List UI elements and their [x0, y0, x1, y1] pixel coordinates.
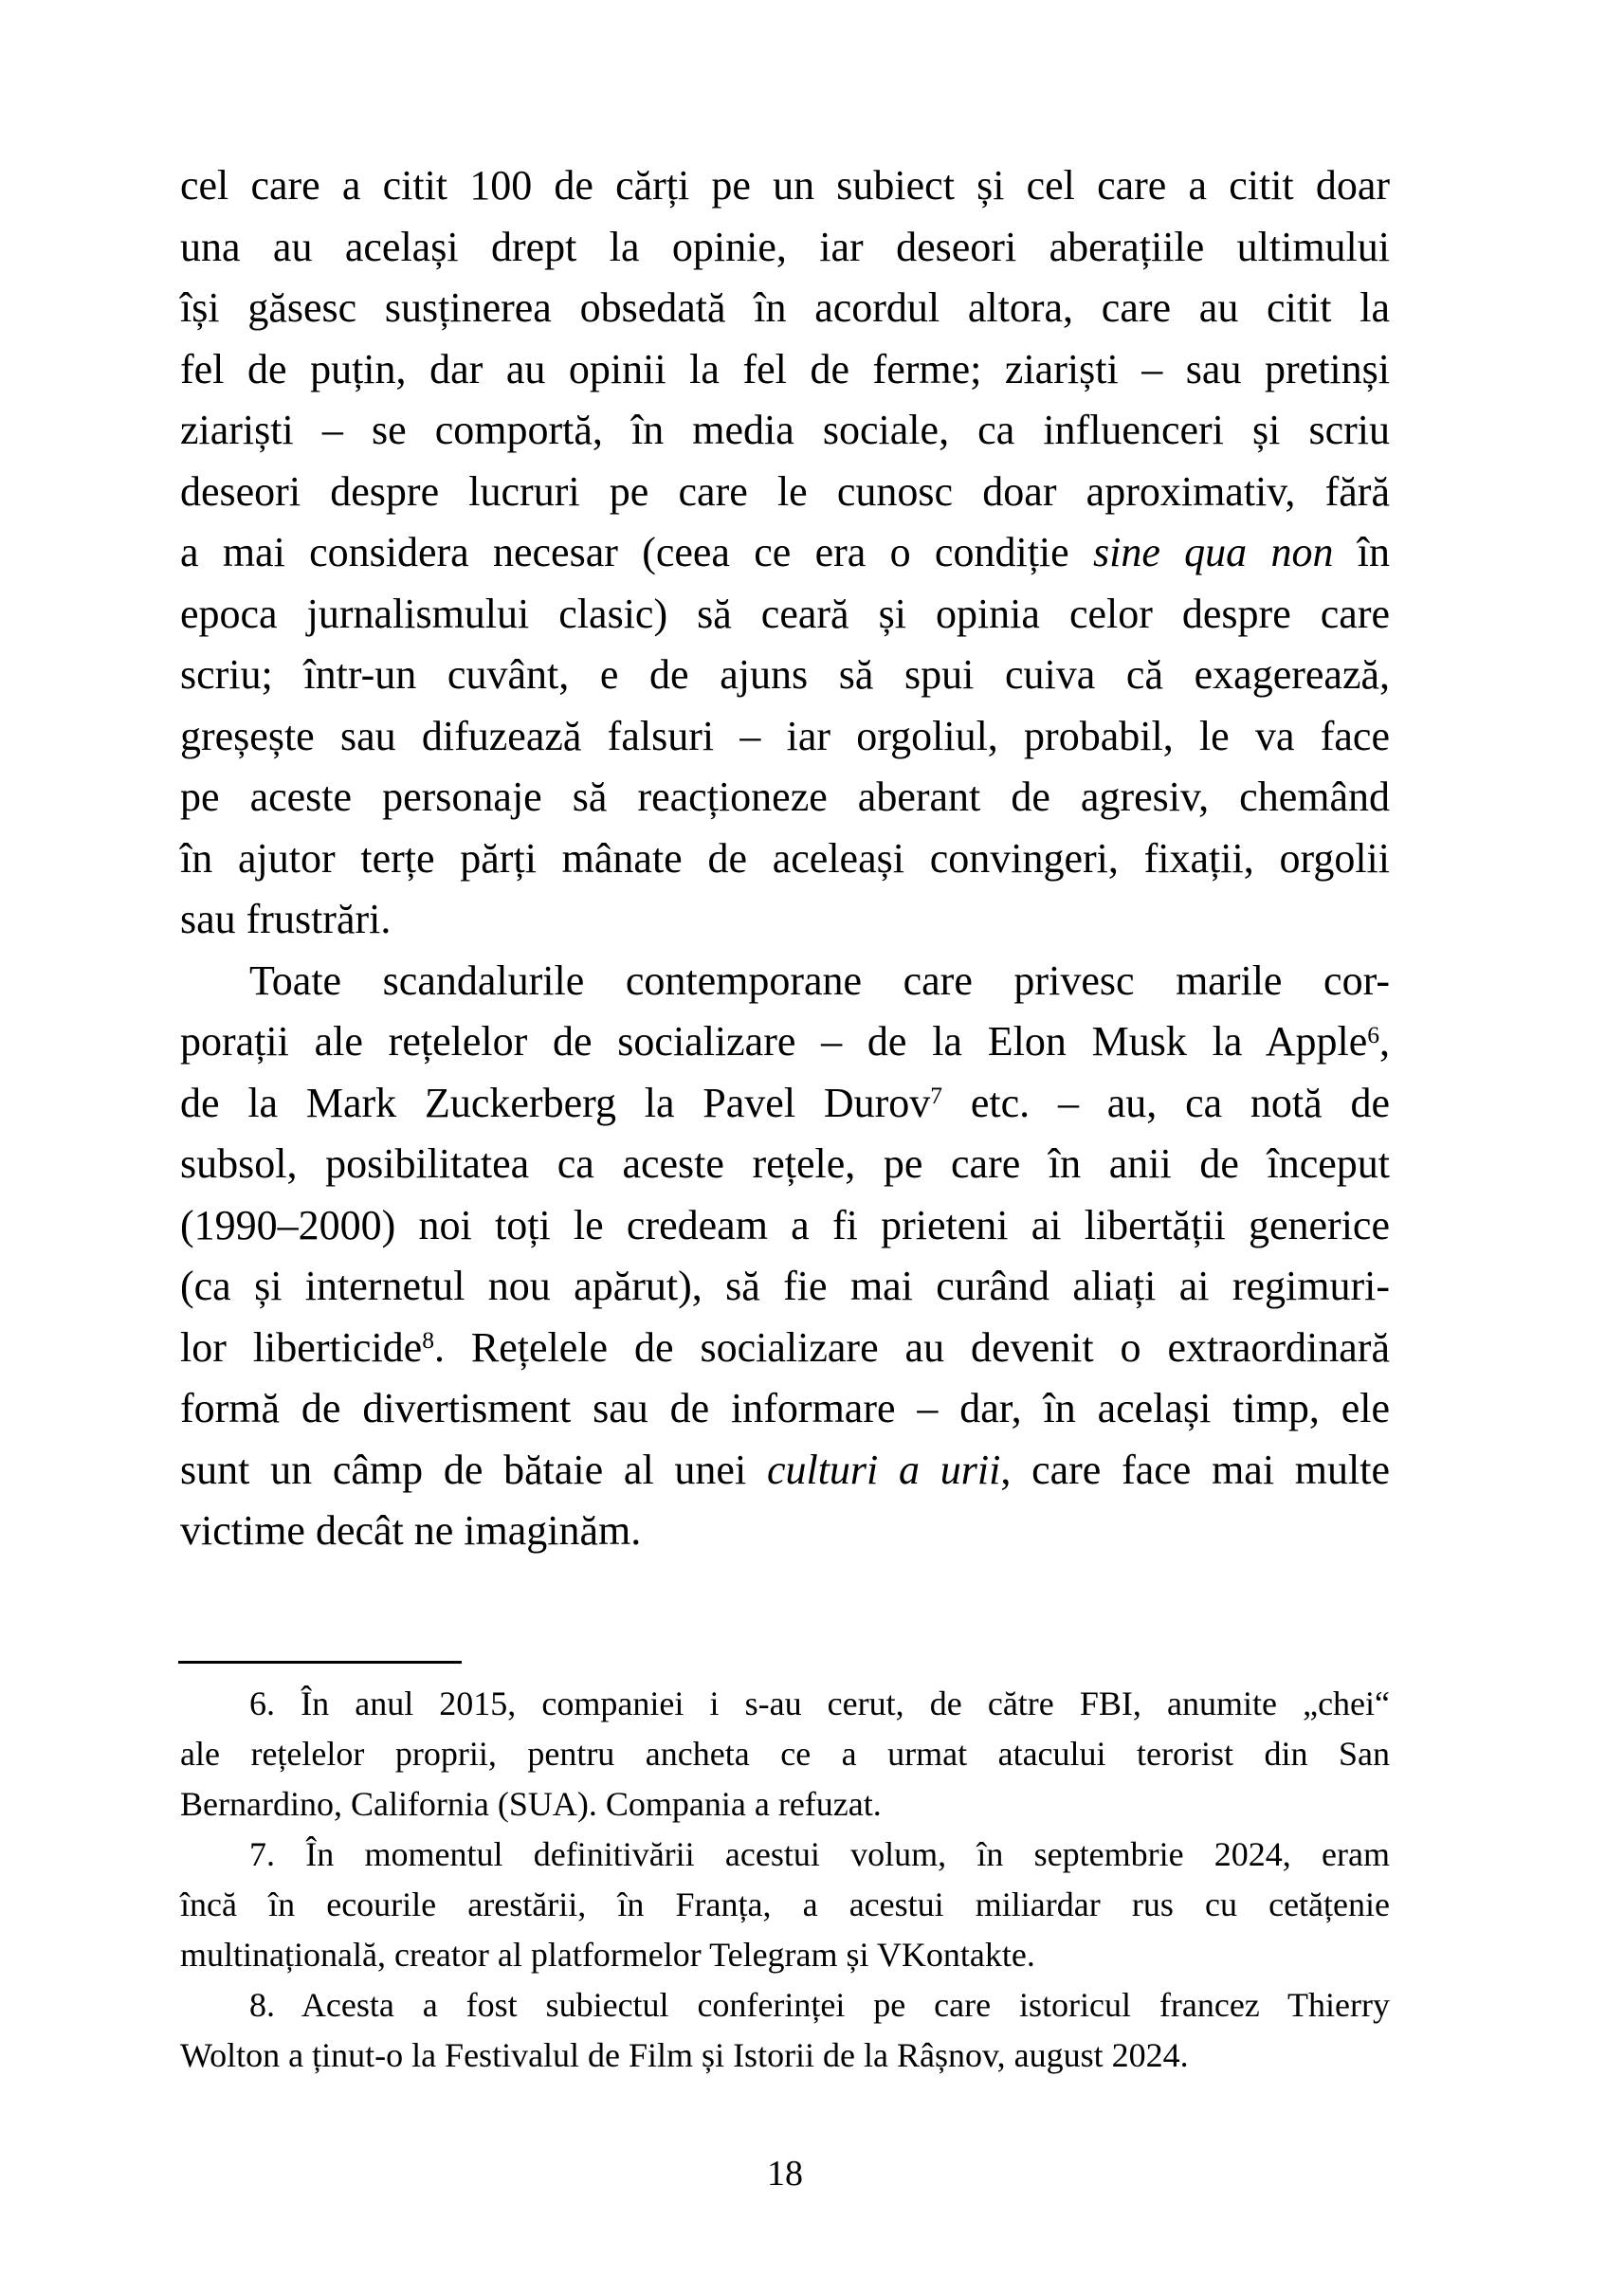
text-run: . Rețelele de socializare au devenit o extraordinară — [433, 1323, 1390, 1371]
text-line — [180, 829, 1390, 890]
text-line — [180, 584, 1390, 646]
text-line — [180, 1195, 1390, 1257]
text-run: ale rețelelor proprii, pentru ancheta ce a urmat atacului terorist din San — [180, 1735, 1390, 1773]
text-run: , — [1379, 1018, 1390, 1065]
text-run: Bernardino, California (SUA). Compania a refuzat. — [180, 1785, 882, 1823]
text-run: multinațională, creator al platformelor Telegram și VKontakte. — [180, 1936, 1035, 1974]
text-line — [180, 889, 1390, 951]
text-line — [180, 1318, 1390, 1379]
footnote-7 — [180, 1830, 1390, 1980]
text-run: porații ale rețelelor de socializare – de la Elon Musk la Apple — [180, 1018, 1368, 1065]
footnote-separator — [178, 1661, 462, 1664]
text-run: cel care a citit 100 de cărți pe un subiect și cel care a citit doar — [180, 162, 1390, 209]
text-run: lor liberticide — [180, 1323, 423, 1371]
text-run: Wolton a ținut-o la Festivalul de Film și Istorii de la Râșnov, august 2024. — [180, 2036, 1189, 2074]
paragraph-1 — [180, 155, 1390, 951]
text-line — [180, 217, 1390, 279]
text-run: 7. În momentul definitivării acestui volum, în septembrie 2024, eram — [249, 1835, 1390, 1873]
text-run: victime decât ne imaginăm. — [180, 1507, 642, 1554]
text-line — [180, 155, 1390, 217]
italic-text: sine qua non — [1092, 529, 1334, 575]
footnotes-section — [180, 1679, 1390, 2081]
text-run: 6. În anul 2015, companiei i s-au cerut, de către FBI, anumite „chei“ — [249, 1685, 1390, 1722]
text-line — [180, 522, 1390, 584]
text-line — [180, 706, 1390, 768]
text-run: (1990–2000) noi toți le credeam a fi prieteni ai libertății generice — [180, 1201, 1390, 1248]
paragraph-2 — [180, 951, 1390, 1562]
text-line — [180, 1830, 1390, 1880]
text-run: Toate scandalurile contemporane care privesc marile cor- — [249, 956, 1390, 1004]
text-run: fel de puțin, dar au opinii la fel de ferme; ziariști – sau pretinși — [180, 345, 1390, 392]
text-line — [180, 1073, 1390, 1135]
text-line — [180, 400, 1390, 462]
text-run: , care face mai multe — [1000, 1446, 1390, 1493]
footnote-6 — [180, 1679, 1390, 1830]
text-line — [180, 1779, 1390, 1830]
text-run: în ajutor terțe părți mânate de aceleași convingeri, fixații, orgolii — [180, 834, 1390, 882]
text-line — [180, 1134, 1390, 1195]
text-line — [180, 1440, 1390, 1502]
text-run: a mai considera necesar (ceea ce era o condiție — [180, 529, 1093, 575]
text-run: (ca și internetul nou apărut), să fie mai curând aliați ai regimuri- — [180, 1263, 1390, 1309]
text-run: de la Mark Zuckerberg la Pavel Durov — [180, 1079, 931, 1126]
text-run: formă de divertisment sau de informare – dar, în același timp, ele — [180, 1385, 1390, 1431]
text-line — [180, 1256, 1390, 1318]
text-run: etc. – au, ca notă de — [942, 1079, 1391, 1126]
text-run: 8. Acesta a fost subiectul conferinței pe care istoricul francez Thierry — [249, 1986, 1390, 2024]
text-line — [180, 1880, 1390, 1930]
text-run: subsol, posibilitatea ca aceste rețele, pe care în anii de început — [180, 1140, 1390, 1187]
text-run: sunt un câmp de bătaie al unei — [180, 1446, 767, 1493]
footnote-reference: 6 — [1367, 1020, 1379, 1048]
text-line — [180, 278, 1390, 339]
text-line — [180, 1980, 1390, 2031]
text-run: încă în ecourile arestării, în Franța, a acestui miliardar rus cu cetățenie — [180, 1885, 1390, 1923]
footnote-reference: 8 — [422, 1326, 434, 1355]
footnote-8 — [180, 1980, 1390, 2081]
text-run: epoca jurnalismului clasic) să ceară și opinia celor despre care — [180, 590, 1390, 637]
text-line — [180, 1011, 1390, 1073]
italic-text: culturi a urii — [766, 1446, 1001, 1493]
text-run: sau frustrări. — [180, 896, 392, 942]
text-line — [180, 1729, 1390, 1779]
text-line — [180, 1378, 1390, 1440]
text-run: își găsesc susținerea obsedată în acordul altora, care au citit la — [180, 284, 1390, 331]
text-line — [180, 1679, 1390, 1729]
text-line — [180, 767, 1390, 829]
body-text — [180, 155, 1390, 1562]
text-run: ziariști – se comportă, în media sociale, ca influenceri și scriu — [180, 407, 1390, 453]
page-number: 18 — [767, 2154, 803, 2194]
text-run: una au același drept la opinie, iar deseori aberațiile ultimului — [180, 223, 1390, 270]
text-run: greșește sau difuzează falsuri – iar orgoliul, probabil, le va face — [180, 712, 1390, 759]
text-line — [180, 1930, 1390, 1980]
text-line — [180, 2031, 1390, 2081]
text-run: scriu; într-un cuvânt, e de ajuns să spui cuiva că exagerează, — [180, 651, 1390, 698]
text-run: în — [1333, 529, 1390, 575]
text-run: deseori despre lucruri pe care le cunosc doar aproximativ, fără — [180, 467, 1390, 515]
text-line — [180, 645, 1390, 706]
text-line — [180, 462, 1390, 523]
text-line — [180, 339, 1390, 401]
footnote-reference: 7 — [930, 1082, 943, 1110]
text-run: pe aceste personaje să reacționeze aberant de agresiv, chemând — [180, 774, 1390, 820]
text-line — [180, 951, 1390, 1012]
text-line — [180, 1501, 1390, 1562]
